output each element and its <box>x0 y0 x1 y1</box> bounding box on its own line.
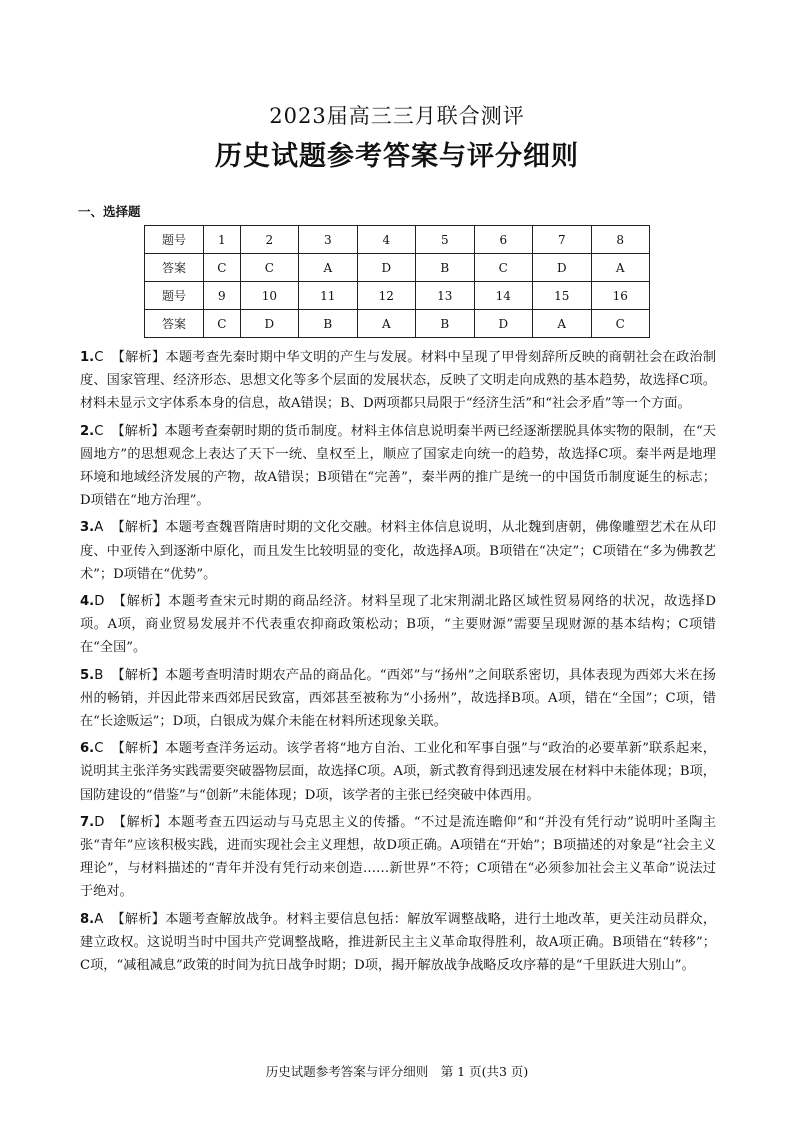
explanation-text: 本题考查五四运动与马克思主义的传播。“不过是流连瞻仰”和“并没有凭行动”说明叶圣陶主张“青年”应该积极实践，进而实现社会主义理想，故D项正确。A项错在“开始”；B项描述的对象是“社会主义理论”，与材料描述的“青年并没有凭行动来创造……新世界”不符；C项错在“必须参加社会主义革命”说法过于绝对。 <box>80 814 716 900</box>
question-number: 1. <box>80 350 95 365</box>
question-number-cell: 16 <box>591 282 650 310</box>
answer-cell: D <box>240 310 298 338</box>
answer-cell: A <box>299 254 357 282</box>
explanation-text: 本题考查宋元时期的商品经济。材料呈现了北宋荆湖北路区域性贸易网络的状况，故选择D项。A项，商业贸易发展并不代表重农抑商政策松动；B项，“主要财源”需要呈现财源的基本结构；C项错在“全国”。 <box>80 594 717 656</box>
page-footer: 历史试题参考答案与评分细则 第 1 页(共3 页) <box>265 1064 529 1079</box>
question-answer: C <box>94 350 104 365</box>
question-number: 3. <box>80 520 95 536</box>
exam-title: 2023届高三三月联合测评 <box>269 104 525 128</box>
question-number-cell: 2 <box>240 226 298 254</box>
answer-cell: C <box>240 254 298 282</box>
question-number: 2. <box>80 423 95 439</box>
answer-cell: C <box>591 310 650 338</box>
answer-cell: D <box>474 310 532 338</box>
question-number-cell: 4 <box>357 226 415 254</box>
question-number-cell: 3 <box>299 226 357 254</box>
question-number-cell: 11 <box>299 282 357 310</box>
table-row-numbers <box>145 226 650 254</box>
question-number-cell: 13 <box>416 282 474 310</box>
answer-cell: A <box>591 254 650 282</box>
question-answer: C <box>94 741 104 757</box>
question-number-cell: 7 <box>533 226 591 254</box>
explanation-text: 本题考查先秦时期中华文明的产生与发展。材料中呈现了甲骨刻辞所反映的商朝社会在政治制度、国家管理、经济形态、思想文化等多个层面的发展状态，反映了文明走向成熟的基本趋势，故选择C项。材料未显示文字体系本身的信息，故A错误；B、D两项都只局限于“经济生活”和“社会矛盾”等一个方面。 <box>80 350 717 412</box>
answer-cell: B <box>299 310 357 338</box>
question-number-cell: 8 <box>591 226 650 254</box>
explanation-text: 本题考查秦朝时期的货币制度。材料主体信息说明秦半两已经逐渐摆脱具体实物的限制，在“天圆地方”的思想观念上表达了天下一统、皇权至上，顺应了国家走向统一的趋势，故选择C项。秦半两是地理环境和地域经济发展的产物，故A错误；B项错在“完善”，秦半两的推广是统一的中国货币制度诞生的标志；D项错在“地方治理”。 <box>80 423 716 509</box>
question-number-cell: 15 <box>533 282 591 310</box>
question-answer: B <box>94 667 104 683</box>
answer-cell: B <box>416 254 474 282</box>
table-row-numbers <box>145 282 650 310</box>
analysis-tag: 【解析】 <box>111 350 166 365</box>
question-answer: A <box>94 520 104 536</box>
row-header-answer: 答案 <box>145 310 204 338</box>
explanation-text: 本题考查明清时期农产品的商品化。“西郊”与“扬州”之间联系密切，具体表现为西郊大米在扬州的畅销，并因此带来西郊居民致富，西郊甚至被称为“小扬州”，故选择B项。A项，错在“全国”；C项，错在“长途贩运”；D项，白银成为媒介未能在材料所述现象关联。 <box>80 667 716 730</box>
question-number-cell: 10 <box>240 282 298 310</box>
analysis-tag: 【解析】 <box>111 911 166 927</box>
question-number: 4. <box>80 594 95 610</box>
question-number-cell: 14 <box>474 282 532 310</box>
explanation-text: 本题考查洋务运动。该学者将“地方自治、工业化和军事自强”与“政治的必要革新”联系起来，说明其主张洋务实践需要突破器物层面，故选择C项。A项，新式教育得到迅速发展在材料中未能体现；B项，国防建设的“借鉴”与“创新”未能体现；D项，该学者的主张已经突破中体西用。 <box>80 741 716 803</box>
explanation-text: 本题考查魏晋隋唐时期的文化交融。材料主体信息说明，从北魏到唐朝，佛像雕塑艺术在从印度、中亚传入到逐渐中原化，而且发生比较明显的变化，故选择A项。B项错在“决定”；C项错在“多为佛教艺术”；D项错在“优势”。 <box>80 520 717 582</box>
answer-table <box>144 225 650 338</box>
table-row-answers <box>145 310 650 338</box>
question-number: 6. <box>80 741 95 757</box>
answer-cell: C <box>204 310 241 338</box>
answer-cell: A <box>357 310 415 338</box>
explanation-text: 本题考查解放战争。材料主要信息包括：解放军调整战略，进行土地改革，更关注动员群众，建立政权。这说明当时中国共产党调整战略，推进新民主主义革命取得胜利，故A项正确。B项错在“转移”；C项，“减租减息”政策的时间为抗日战争时期；D项，揭开解放战争战略反攻序幕的是“千里跃进大别山”。 <box>80 911 717 974</box>
question-number: 8. <box>80 911 95 927</box>
analysis-tag: 【解析】 <box>111 423 165 439</box>
question-number-cell: 12 <box>357 282 415 310</box>
table-row-answers <box>145 254 650 282</box>
analysis-tag: 【解析】 <box>112 814 168 830</box>
analysis-tag: 【解析】 <box>111 520 166 536</box>
question-number-cell: 1 <box>204 226 241 254</box>
question-number-cell: 5 <box>416 226 474 254</box>
question-answer: A <box>94 911 104 927</box>
question-number-cell: 6 <box>474 226 532 254</box>
answer-cell: C <box>474 254 532 282</box>
question-number: 5. <box>80 667 95 683</box>
row-header-question-number: 题号 <box>145 226 204 254</box>
explanation-item <box>80 346 716 416</box>
answer-cell: A <box>533 310 591 338</box>
explanation-item <box>80 908 716 978</box>
answer-cell: D <box>533 254 591 282</box>
question-answer: D <box>94 814 105 830</box>
explanation-item <box>80 664 716 734</box>
question-answer: C <box>94 423 104 439</box>
question-answer: D <box>94 594 105 610</box>
question-number-cell: 9 <box>204 282 241 310</box>
row-header-answer: 答案 <box>145 254 204 282</box>
answer-cell: D <box>357 254 415 282</box>
section-heading: 一、选择题 <box>78 204 141 219</box>
row-header-question-number: 题号 <box>145 282 204 310</box>
answer-cell: B <box>416 310 474 338</box>
explanation-item <box>80 811 716 904</box>
explanation-item <box>80 420 716 513</box>
question-number: 7. <box>80 814 95 830</box>
analysis-tag: 【解析】 <box>111 741 166 757</box>
analysis-tag: 【解析】 <box>112 594 169 610</box>
analysis-tag: 【解析】 <box>111 667 166 683</box>
explanation-list <box>80 346 716 981</box>
explanation-item <box>80 590 716 660</box>
explanation-item <box>80 737 716 807</box>
answer-cell: C <box>204 254 241 282</box>
explanation-item <box>80 516 716 586</box>
document-subtitle: 历史试题参考答案与评分细则 <box>215 141 579 172</box>
